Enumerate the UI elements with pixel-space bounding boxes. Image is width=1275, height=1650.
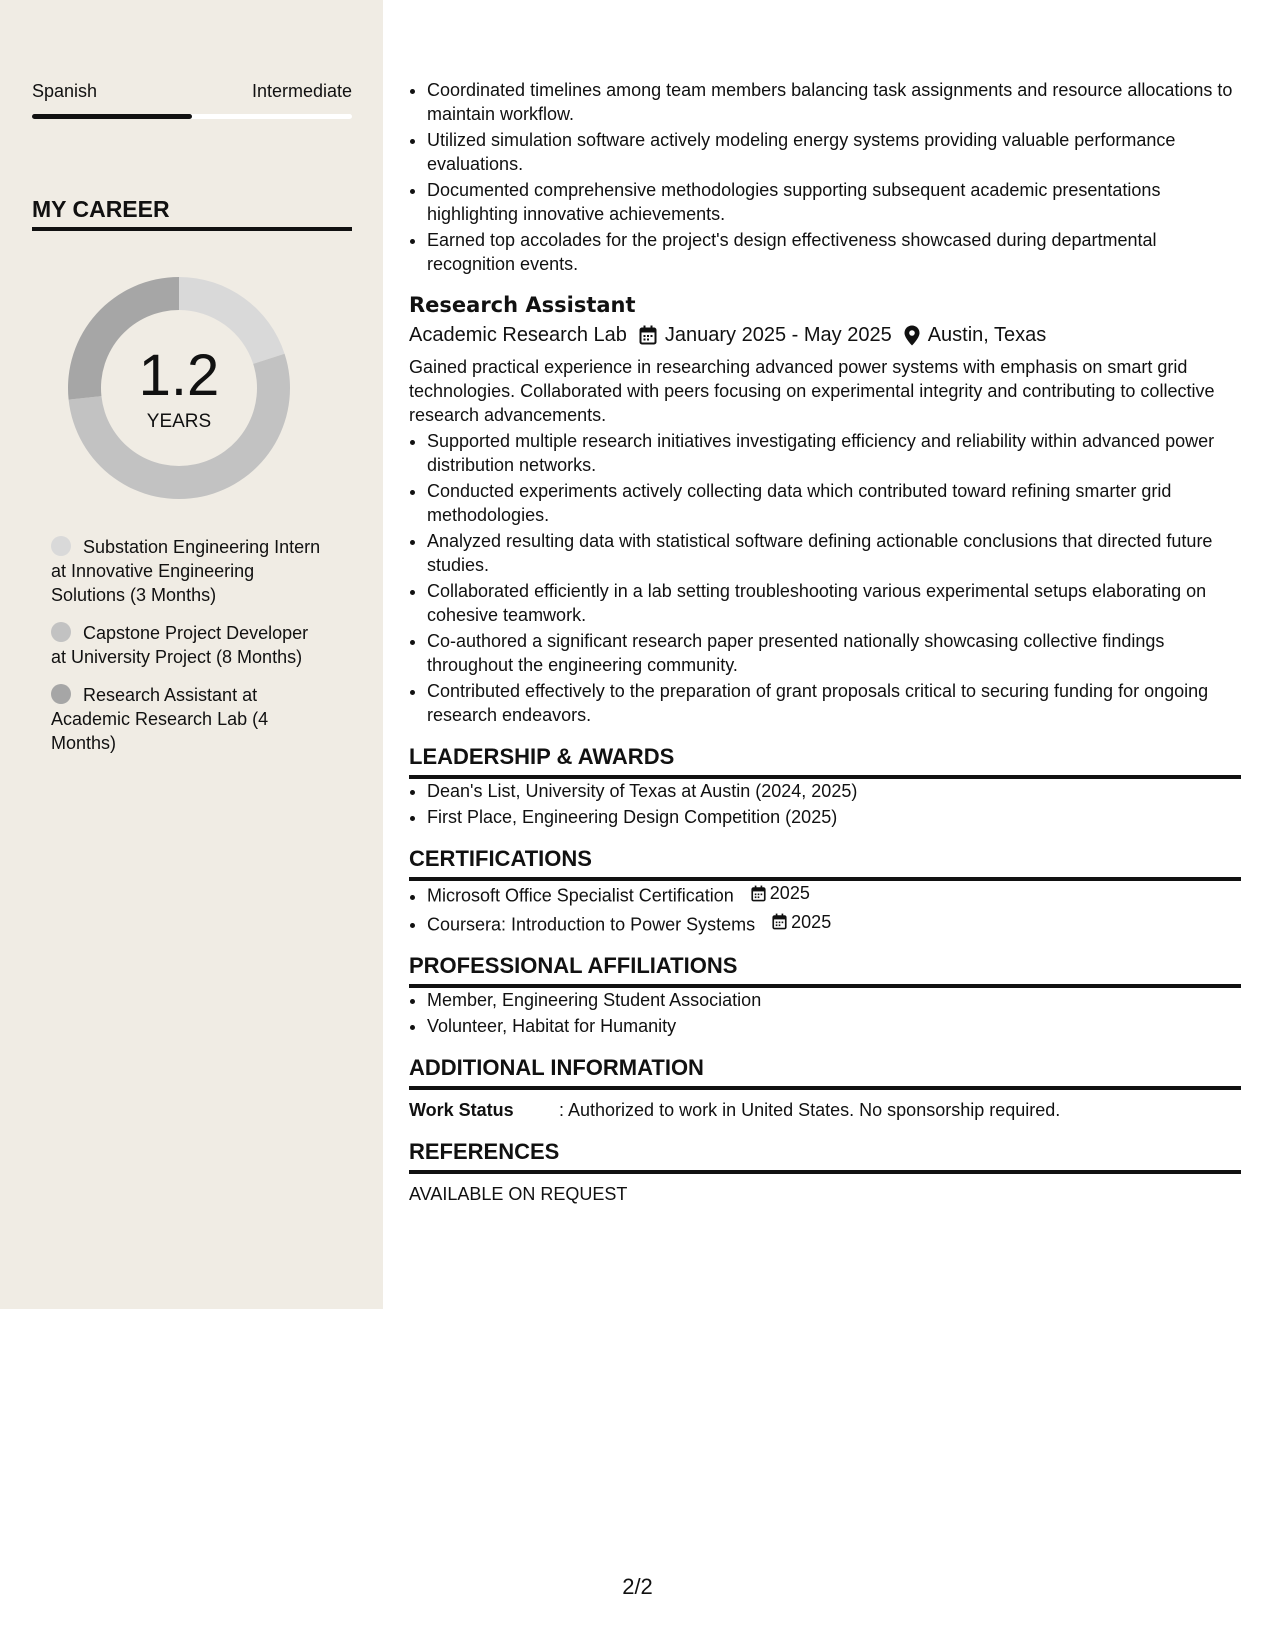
career-legend-label: Substation Engineering Intern at Innovative Engineering Solutions (3 Months) (51, 537, 321, 605)
bullet-item: • Analyzed resulting data with statistical software defining actionable conclusions that directed future studies. (427, 529, 1241, 577)
bullet-item: • Conducted experiments actively collecting data which contributed toward refining smarter grid methodologies. (427, 479, 1241, 527)
references-heading: REFERENCES (409, 1138, 1241, 1174)
bullet-item: • Earned top accolades for the project's design effectiveness showcased during departmental recognition events. (427, 228, 1241, 276)
language-proficiency-bar (32, 114, 352, 119)
bullet-item: • Collaborated efficiently in a lab setting troubleshooting various experimental setups elaborating on cohesive teamwork. (427, 579, 1241, 627)
language-row (32, 81, 352, 102)
certification-date (772, 910, 831, 934)
job-location: Austin, Texas (927, 324, 1047, 346)
bullet-item: • Coordinated timelines among team members balancing task assignments and resource allocations to maintain workflow. (427, 78, 1241, 126)
certifications-heading: CERTIFICATIONS (409, 845, 1241, 881)
legend-dot (51, 622, 71, 642)
career-legend-label: Capstone Project Developer at University Project (8 Months) (51, 623, 309, 667)
additional-info-heading: ADDITIONAL INFORMATION (409, 1054, 1241, 1090)
legend-dot (51, 536, 71, 556)
language-name: Spanish (32, 81, 98, 101)
career-legend-label: Research Assistant at Academic Research Lab (4 Months) (51, 685, 269, 753)
certification-item (427, 881, 1241, 908)
work-status-label: Work Status (409, 1100, 514, 1120)
career-total-value: 1.2 (138, 343, 220, 408)
previous-job-bullets (409, 78, 1241, 276)
references-text: AVAILABLE ON REQUEST (409, 1184, 628, 1204)
affiliation-item: • Volunteer, Habitat for Humanity (427, 1014, 1241, 1038)
awards-list (409, 779, 1241, 829)
work-status-value: : Authorized to work in United States. No sponsorship required. (559, 1100, 1061, 1120)
certification-name: Coursera: Introduction to Power Systems (427, 914, 756, 934)
affiliation-item: • Member, Engineering Student Association (427, 988, 1241, 1012)
legend-dot (51, 684, 71, 704)
award-item: • Dean's List, University of Texas at Austin (2024, 2025) (427, 779, 1241, 803)
language-level: Intermediate (251, 81, 352, 101)
calendar-icon (772, 913, 787, 930)
bullet-item: • Contributed effectively to the preparation of grant proposals critical to securing funding for ongoing research endeavors. (427, 679, 1241, 727)
career-total-unit: YEARS (146, 411, 212, 432)
affiliations-list (409, 988, 1241, 1038)
certification-item (427, 910, 1241, 937)
main-content (409, 78, 1241, 1206)
certification-name: Microsoft Office Specialist Certification (427, 885, 734, 906)
page-number: 2/2 (622, 1574, 653, 1599)
bullet-item: • Supported multiple research initiatives investigating efficiency and reliability within advanced power distribution networks. (427, 429, 1241, 477)
career-total (66, 275, 292, 501)
career-legend-item (51, 621, 321, 669)
location-pin-icon (904, 325, 920, 346)
certifications-list (409, 881, 1241, 936)
calendar-icon (639, 325, 657, 345)
certification-date (751, 881, 810, 905)
awards-heading: LEADERSHIP & AWARDS (409, 743, 1241, 779)
career-legend-item (51, 683, 321, 755)
certification-year: 2025 (791, 911, 832, 932)
sidebar (0, 0, 383, 1309)
job-company: Academic Research Lab (409, 324, 627, 346)
calendar-icon (751, 885, 766, 902)
job-summary: Gained practical experience in researching advanced power systems with emphasis on smart grid technologies. Collaborated with peers focusing on experimental integrity and contributing to collective research advancements. (409, 357, 1215, 425)
language-proficiency-fill (32, 114, 192, 119)
job-meta (409, 321, 1241, 349)
career-heading: MY CAREER (32, 196, 352, 231)
affiliations-heading: PROFESSIONAL AFFILIATIONS (409, 952, 1241, 988)
bullet-item: • Utilized simulation software actively modeling energy systems providing valuable performance evaluations. (427, 128, 1241, 176)
career-legend-item (51, 535, 321, 607)
job-title: Research Assistant (409, 293, 636, 317)
job-dates: January 2025 - May 2025 (664, 324, 892, 346)
bullet-item: • Documented comprehensive methodologies supporting subsequent academic presentations highlighting innovative achievements. (427, 178, 1241, 226)
job-bullets (409, 429, 1241, 727)
award-item: • First Place, Engineering Design Competition (2025) (427, 805, 1241, 829)
certification-year: 2025 (769, 883, 810, 903)
career-legend (51, 535, 321, 769)
bullet-item: • Co-authored a significant research paper presented nationally showcasing collective findings throughout the engineering community. (427, 629, 1241, 677)
work-status-row (409, 1098, 1241, 1122)
